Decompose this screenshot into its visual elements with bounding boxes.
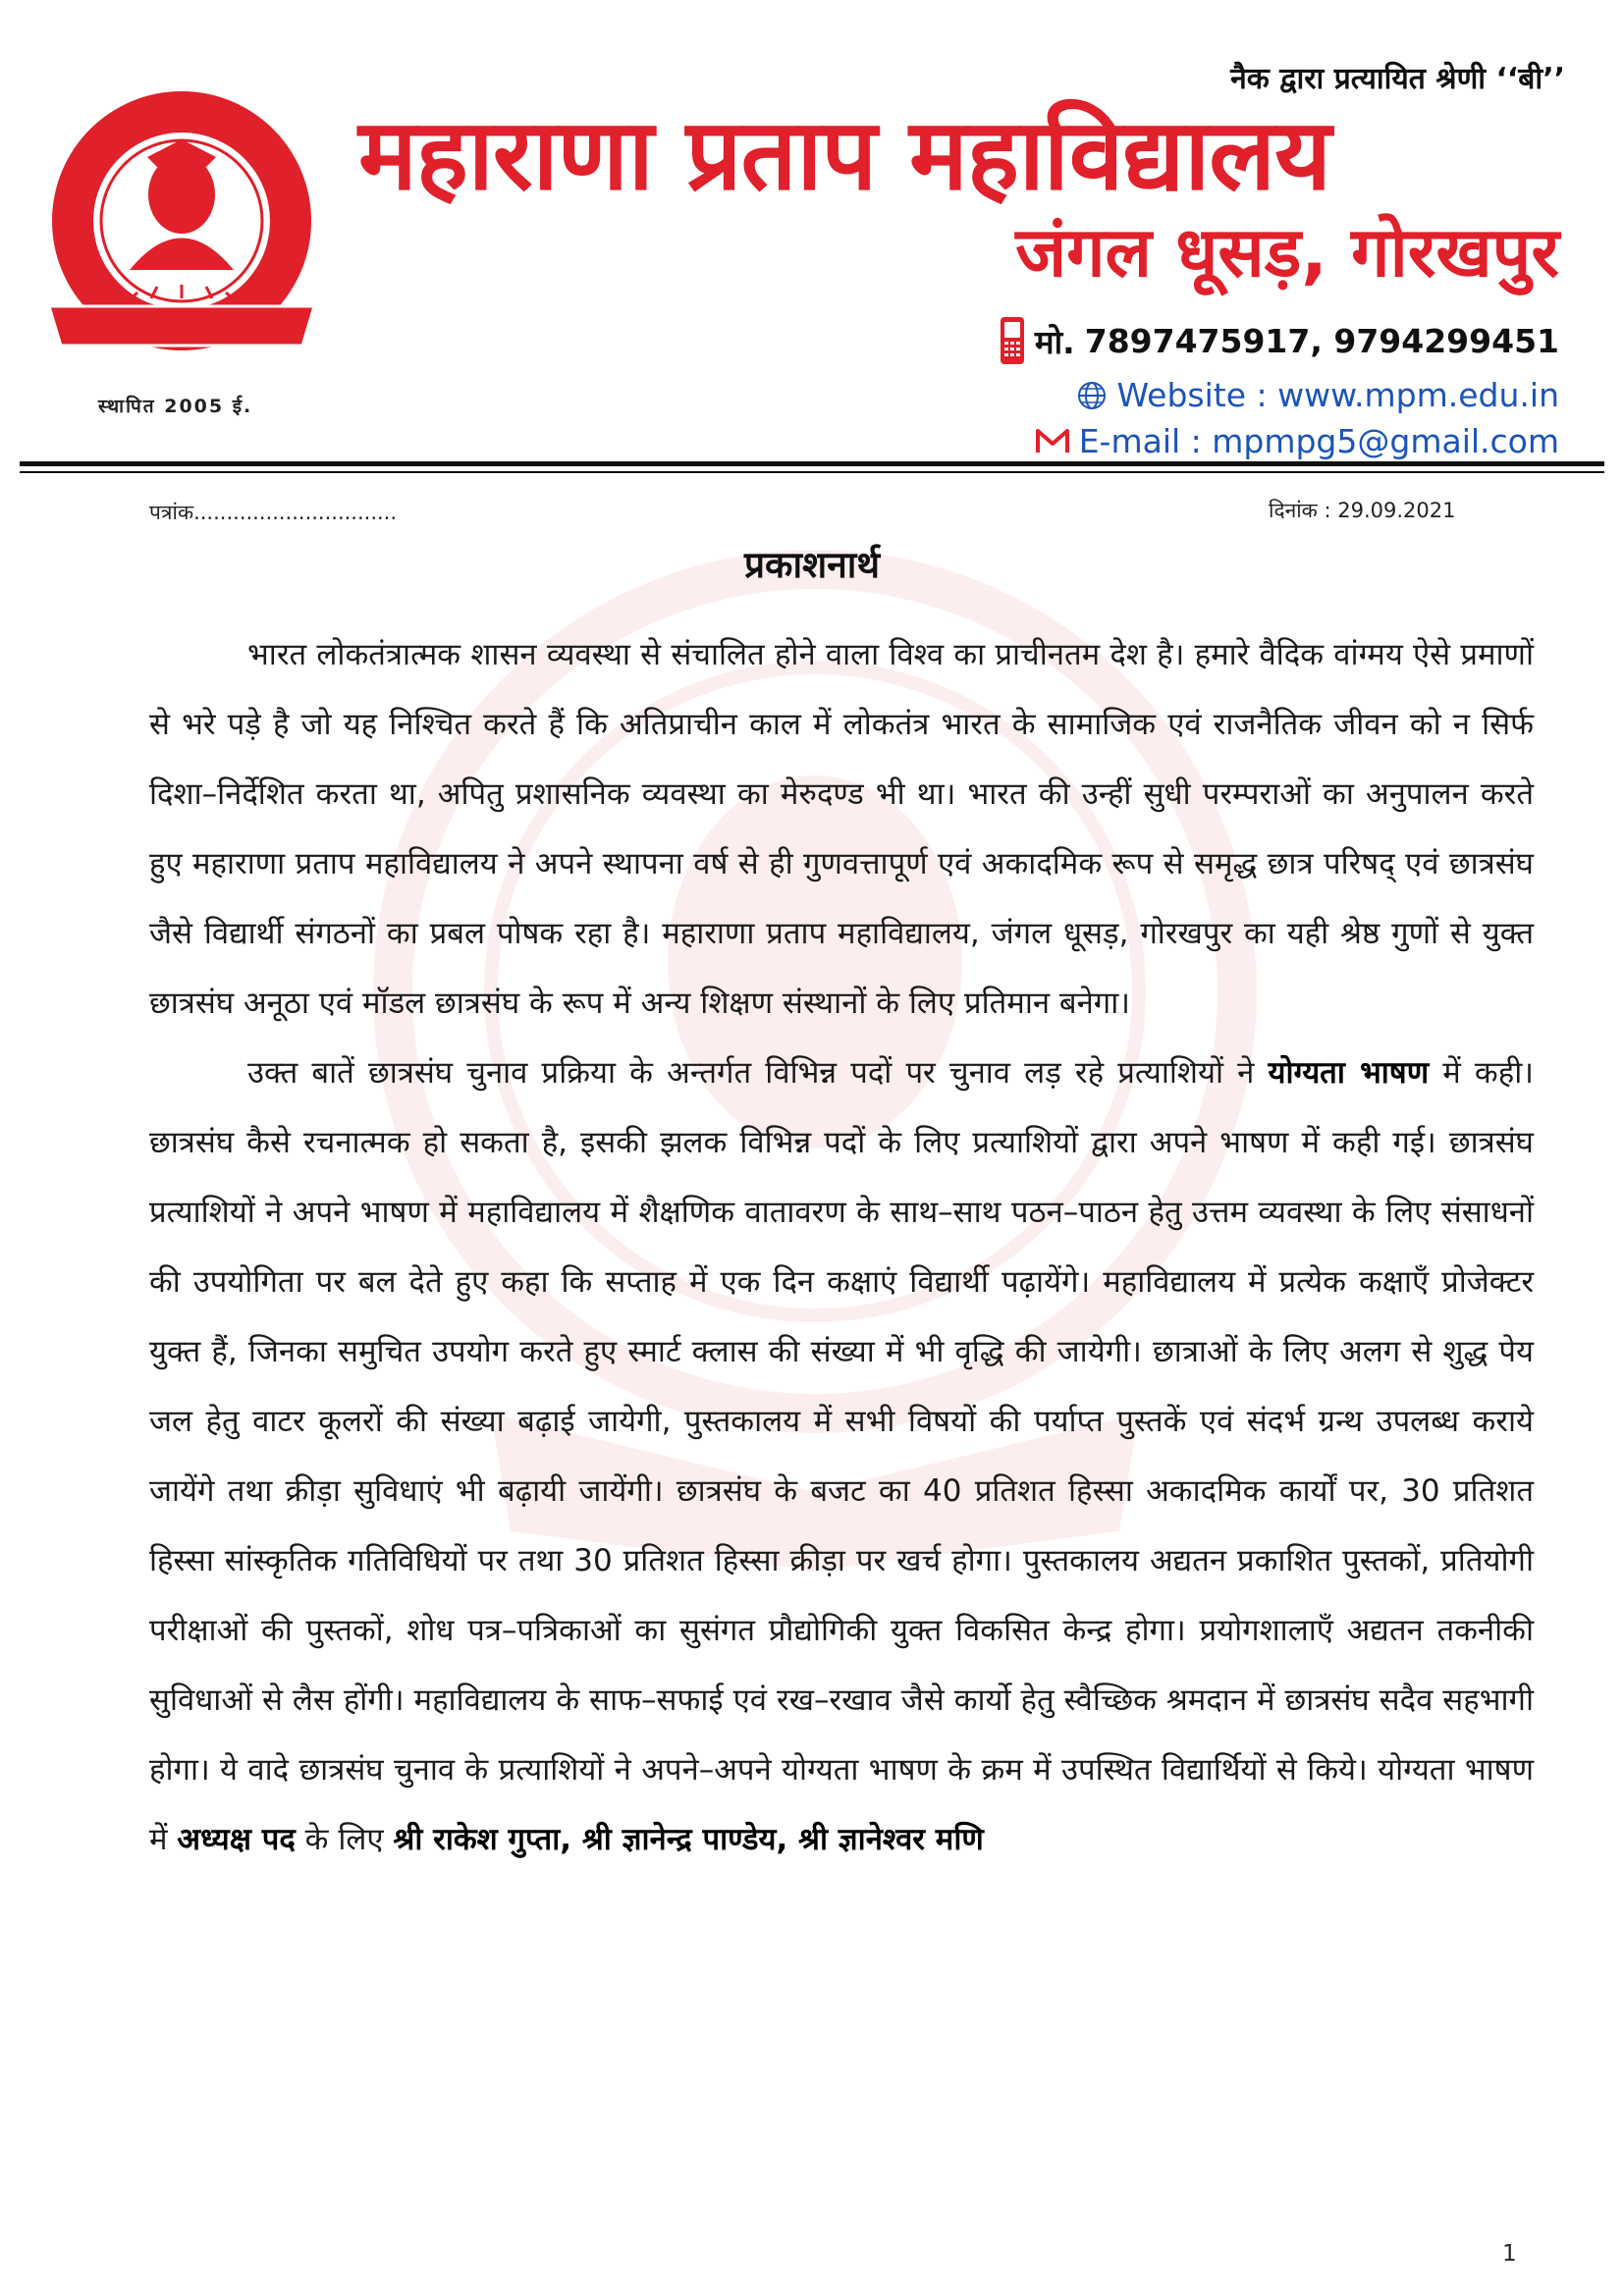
email-link[interactable]: E-mail : mpmpg5@gmail.com — [1078, 422, 1559, 460]
date-label: दिनांक : — [1269, 499, 1331, 522]
college-name: महाराणा प्रताप महाविद्यालय — [358, 97, 1331, 212]
header-rule-thin — [20, 471, 1604, 473]
established-year: स्थापित 2005 ई. — [98, 396, 253, 417]
college-place: जंगल धूसड़, गोरखपुर — [1015, 212, 1559, 293]
reference-number: पत्रांक............................... — [149, 501, 398, 524]
contact-email — [1036, 422, 1559, 460]
mail-icon — [1036, 429, 1069, 454]
header-rule — [20, 461, 1604, 466]
paragraph-2-text: उक्त बातें छात्रसंघ चुनाव प्रक्रिया के अन्तर्गत विभिन्न पदों पर चुनाव लड़ रहे प्रत्याशियों ने — [247, 1055, 1269, 1091]
press-release-body — [149, 620, 1534, 1875]
phone-numbers[interactable]: 7897475917, 9794299451 — [1084, 321, 1559, 360]
mobile-phone-icon — [1000, 316, 1025, 365]
globe-icon — [1077, 381, 1107, 410]
paragraph-2-bold: श्री राकेश गुप्ता, श्री ज्ञानेन्द्र पाण्डेय, श्री ज्ञानेश्वर मणि — [393, 1822, 984, 1857]
phone-prefix: मो. — [1034, 322, 1075, 361]
page-number: 1 — [1502, 2241, 1517, 2267]
accreditation-text: नैक द्वारा प्रत्यायित श्रेणी ‘‘बी’’ — [1230, 62, 1565, 96]
website-link[interactable]: Website : www.mpm.edu.in — [1116, 376, 1559, 414]
paragraph-2-bold: अध्यक्ष पद — [177, 1822, 296, 1857]
document-title: प्रकाशनार्थ — [744, 544, 880, 586]
paragraph-2 — [149, 1039, 1534, 1875]
contact-website — [1077, 376, 1559, 414]
letterhead — [0, 0, 1624, 471]
date-value: 29.09.2021 — [1337, 499, 1456, 522]
college-seal-icon — [39, 88, 324, 393]
paragraph-2-bold: योग्यता भाषण — [1268, 1055, 1430, 1091]
paragraph-2-text: में कही। छात्रसंघ कैसे रचनात्मक हो सकता है, इसकी झलक विभिन्न पदों के लिए प्रत्याशियों द्वारा अपने भाषण में कही गई। छात्रसंघ प्रत्याशियों ने अपने भाषण में महाविद्यालय में शैक्षणिक वातावरण के साथ–साथ पठन–पाठन हेतु उत्तम व्यवस्था के लिए संसाधनों की उपयोगिता पर बल देते हुए कहा कि सप्ताह में एक दिन कक्षाएं विद्यार्थी पढ़ायेंगे। महाविद्यालय में प्रत्येक कक्षाएँ प्रोजेक्टर युक्त हैं, जिनका समुचित उपयोग करते हुए स्मार्ट क्लास की संख्या में भी वृद्धि की जायेगी। छात्राओं के लिए अलग से शुद्ध पेय जल हेतु वाटर कूलरों की संख्या बढ़ाई जायेगी, पुस्तकालय में सभी विषयों की पर्याप्त पुस्तकें एवं संदर्भ ग्रन्थ उपलब्ध कराये जायेंगे तथा क्रीड़ा सुविधाएं भी बढ़ायी जायेंगी। छात्रसंघ के बजट का 40 प्रतिशत हिस्सा अकादमिक कार्यों पर, 30 प्रतिशत हिस्सा सांस्कृतिक गतिविधियों पर तथा 30 प्रतिशत हिस्सा क्रीड़ा पर खर्च होगा। पुस्तकालय अद्यतन प्रकाशित पुस्तकों, प्रतियोगी परीक्षाओं की पुस्तकों, शोध पत्र–पत्रिकाओं का सुसंगत प्रौद्योगिकी युक्त विकसित केन्द्र होगा। प्रयोगशालाएँ अद्यतन तकनीकी सुविधाओं से लैस होंगी। महाविद्यालय के साफ–सफाई एवं रख–रखाव जैसे कार्यो हेतु स्वैच्छिक श्रमदान में छात्रसंघ सदैव सहभागी होगा। ये वादे छात्रसंघ चुनाव के प्रत्याशियों ने अपने–अपने योग्यता भाषण के क्रम में उपस्थित विद्यार्थियों से किये। योग्यता भाषण में — [149, 1055, 1534, 1857]
paragraph-2-text: के लिए — [295, 1822, 394, 1857]
contact-phone — [1000, 316, 1559, 365]
letter-date — [1269, 497, 1456, 524]
paragraph-1: भारत लोकतंत्रात्मक शासन व्यवस्था से संचालित होने वाला विश्व का प्राचीनतम देश है। हमारे वैदिक वांग्मय ऐसे प्रमाणों से भरे पड़े है जो यह निश्चित करते हैं कि अतिप्राचीन काल में लोकतंत्र भारत के सामाजिक एवं राजनैतिक जीवन को न सिर्फ दिशा–निर्देशित करता था, अपितु प्रशासनिक व्यवस्था का मेरुदण्ड भी था। भारत की उन्हीं सुधी परम्पराओं का अनुपालन करते हुए महाराणा प्रताप महाविद्यालय ने अपने स्थापना वर्ष से ही गुणवत्तापूर्ण एवं अकादमिक रूप से समृद्ध छात्र परिषद् एवं छात्रसंघ जैसे विद्यार्थी संगठनों का प्रबल पोषक रहा है। महाराणा प्रताप महाविद्यालय, जंगल धूसड़, गोरखपुर का यही श्रेष्ठ गुणों से युक्त छात्रसंघ अनूठा एवं मॉडल छात्रसंघ के रूप में अन्य शिक्षण संस्थानों के लिए प्रतिमान बनेगा। — [149, 637, 1534, 1021]
